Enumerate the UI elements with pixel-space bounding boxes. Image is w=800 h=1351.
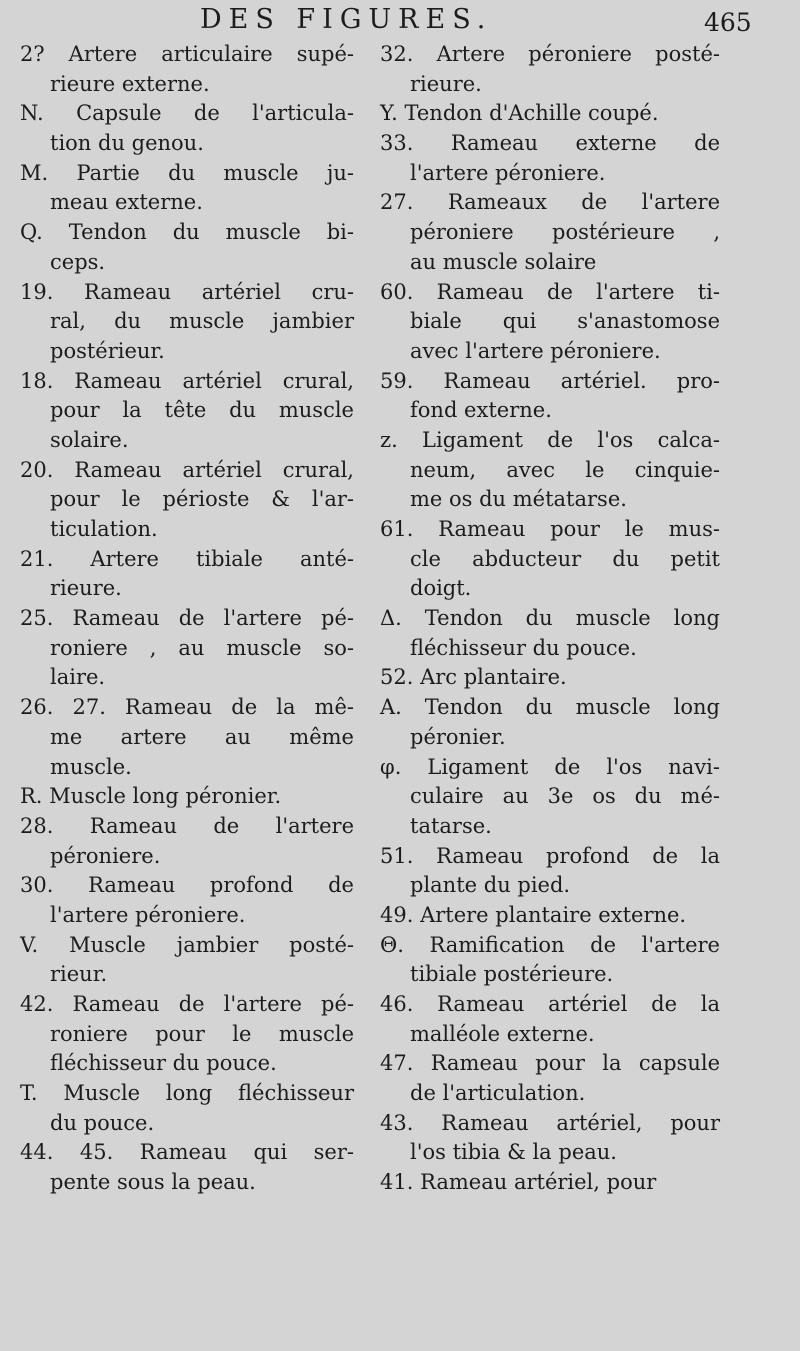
- entry-continuation-line: ceps.: [50, 249, 106, 274]
- entry-label-line: M. Partie du muscle ju-: [20, 160, 354, 185]
- entry-continuation-line: rieur.: [50, 962, 108, 987]
- entry-continuation-line: cle abducteur du petit: [410, 546, 720, 571]
- entry-continuation-line: me artere au même: [50, 724, 354, 749]
- entry-continuation-line: solaire.: [50, 427, 129, 452]
- entry-label-line: 2? Artere articulaire supé-: [20, 42, 354, 66]
- legend-entry: [20, 40, 354, 99]
- entry-label-line: Δ. Tendon du muscle long: [380, 606, 720, 631]
- entry-continuation-line: l'os tibia & la peau.: [410, 1140, 617, 1165]
- entry-continuation-line: postérieur.: [50, 338, 165, 363]
- running-head: DES FIGURES.: [200, 4, 493, 35]
- entry-continuation-line: meau externe.: [50, 190, 203, 215]
- entry-label-line: 43. Rameau artériel, pour: [380, 1110, 720, 1135]
- legend-entry: [380, 188, 720, 277]
- legend-entry: [380, 99, 720, 129]
- entry-continuation-line: fond externe.: [410, 398, 552, 423]
- legend-entry: [380, 753, 720, 842]
- legend-entry: [20, 990, 354, 1079]
- legend-entry: [380, 40, 720, 99]
- entry-label-line: V. Muscle jambier posté-: [20, 932, 354, 957]
- right-column: [380, 40, 720, 1198]
- entry-label-line: z. Ligament de l'os calca-: [380, 427, 720, 452]
- entry-continuation-line: du pouce.: [50, 1110, 155, 1135]
- legend-entry: [20, 812, 354, 871]
- entry-continuation-line: laire.: [50, 665, 106, 690]
- page-header: [0, 2, 800, 40]
- entry-continuation-line: l'artere péroniere.: [410, 160, 606, 185]
- entry-continuation-line: ticulation.: [50, 517, 158, 541]
- entry-continuation-line: rieure.: [50, 576, 122, 601]
- entry-continuation-line: pour la tête du muscle: [50, 398, 354, 423]
- entry-continuation-line: doigt.: [410, 576, 472, 601]
- entry-label-line: 25. Rameau de l'artere pé-: [20, 606, 354, 631]
- entry-label-line: 49. Artere plantaire externe.: [380, 902, 687, 927]
- entry-continuation-line: au muscle solaire: [410, 249, 597, 274]
- entry-label-line: A. Tendon du muscle long: [380, 695, 720, 720]
- entry-label-line: 27. Rameaux de l'artere: [380, 190, 720, 215]
- legend-entry: [380, 931, 720, 990]
- entry-label-line: 60. Rameau de l'artere ti-: [380, 279, 720, 304]
- entry-continuation-line: rieure externe.: [50, 71, 210, 96]
- entry-continuation-line: fléchisseur du pouce.: [410, 635, 637, 660]
- entry-label-line: 26. 27. Rameau de la mê-: [20, 695, 354, 720]
- entry-continuation-line: pente sous la peau.: [50, 1170, 256, 1195]
- entry-label-line: N. Capsule de l'articula-: [20, 101, 354, 126]
- entry-continuation-line: me os du métatarse.: [410, 487, 627, 512]
- entry-continuation-line: tion du genou.: [50, 131, 204, 156]
- legend-entry: [20, 693, 354, 782]
- entry-label-line: 59. Rameau artériel. pro-: [380, 368, 720, 393]
- legend-entry: [380, 663, 720, 693]
- entry-continuation-line: muscle.: [50, 754, 132, 779]
- entry-label-line: 33. Rameau externe de: [380, 131, 720, 156]
- legend-entry: [380, 990, 720, 1049]
- legend-entry: [380, 901, 720, 931]
- legend-entry: [20, 604, 354, 693]
- legend-entry: [380, 278, 720, 367]
- entry-continuation-line: l'artere péroniere.: [50, 902, 246, 927]
- legend-entry: [380, 129, 720, 188]
- legend-entry: [20, 218, 354, 277]
- legend-entry: [380, 426, 720, 515]
- entry-continuation-line: malléole externe.: [410, 1021, 595, 1046]
- entry-label-line: φ. Ligament de l'os navi-: [380, 754, 720, 779]
- entry-label-line: 42. Rameau de l'artere pé-: [20, 992, 354, 1016]
- legend-entry: [380, 1168, 720, 1198]
- legend-entry: [20, 1138, 354, 1197]
- legend-entry: [380, 515, 720, 604]
- legend-entry: [380, 367, 720, 426]
- entry-continuation-line: péroniere.: [50, 843, 161, 868]
- legend-entry: [20, 1079, 354, 1138]
- entry-label-line: 52. Arc plantaire.: [380, 665, 567, 690]
- legend-entry: [20, 545, 354, 604]
- entry-label-line: 18. Rameau artériel crural,: [20, 368, 354, 393]
- legend-entry: [20, 367, 354, 456]
- legend-entry: [380, 693, 720, 752]
- entry-label-line: 32. Artere péroniere posté-: [380, 42, 720, 66]
- entry-label-line: 28. Rameau de l'artere: [20, 813, 354, 838]
- legend-entry: [20, 871, 354, 930]
- entry-label-line: 21. Artere tibiale anté-: [20, 546, 354, 571]
- entry-label-line: 20. Rameau artériel crural,: [20, 457, 354, 482]
- entry-label-line: T. Muscle long fléchisseur: [20, 1081, 354, 1106]
- legend-entry: [380, 842, 720, 901]
- entry-label-line: 30. Rameau profond de: [20, 873, 354, 898]
- entry-continuation-line: ral, du muscle jambier: [50, 309, 354, 334]
- entry-label-line: 61. Rameau pour le mus-: [380, 517, 720, 541]
- left-column: [20, 40, 354, 1198]
- legend-entry: [20, 159, 354, 218]
- entry-continuation-line: neum, avec le cinquie-: [410, 457, 720, 482]
- legend-entry: [20, 456, 354, 545]
- entry-label-line: Q. Tendon du muscle bi-: [20, 220, 354, 245]
- entry-continuation-line: tibiale postérieure.: [410, 962, 614, 987]
- entry-continuation-line: péronier.: [410, 724, 506, 749]
- entry-label-line: Θ. Ramification de l'artere: [380, 932, 720, 957]
- legend-entry: [380, 1049, 720, 1108]
- entry-continuation-line: rieure.: [410, 71, 482, 96]
- legend-entry: [380, 1109, 720, 1168]
- legend-entry: [20, 99, 354, 158]
- page-number: 465: [704, 8, 752, 37]
- legend-entry: [20, 782, 354, 812]
- entry-label-line: 19. Rameau artériel cru-: [20, 279, 354, 304]
- entry-continuation-line: fléchisseur du pouce.: [50, 1051, 277, 1076]
- legend-entry: [20, 931, 354, 990]
- entry-label-line: 51. Rameau profond de la: [380, 843, 720, 868]
- entry-label-line: 46. Rameau artériel de la: [380, 992, 720, 1016]
- entry-continuation-line: plante du pied.: [410, 873, 571, 898]
- entry-continuation-line: culaire au 3e os du mé-: [410, 784, 720, 809]
- entry-continuation-line: roniere pour le muscle: [50, 1021, 354, 1046]
- entry-label-line: Y. Tendon d'Achille coupé.: [380, 101, 659, 126]
- entry-continuation-line: roniere , au muscle so-: [50, 635, 354, 660]
- entry-label-line: 47. Rameau pour la capsule: [380, 1051, 720, 1076]
- entry-continuation-line: tatarse.: [410, 813, 492, 838]
- entry-label-line: 41. Rameau artériel, pour: [380, 1170, 657, 1195]
- legend-entry: [380, 604, 720, 663]
- entry-continuation-line: péroniere postérieure ,: [410, 220, 720, 245]
- entry-continuation-line: avec l'artere péroniere.: [410, 338, 661, 363]
- entry-continuation-line: biale qui s'anastomose: [410, 309, 720, 334]
- entry-continuation-line: de l'articulation.: [410, 1081, 586, 1106]
- entry-continuation-line: pour le périoste & l'ar-: [50, 487, 354, 512]
- legend-entry: [20, 278, 354, 367]
- entry-label-line: 44. 45. Rameau qui ser-: [20, 1140, 354, 1165]
- entry-label-line: R. Muscle long péronier.: [20, 784, 282, 809]
